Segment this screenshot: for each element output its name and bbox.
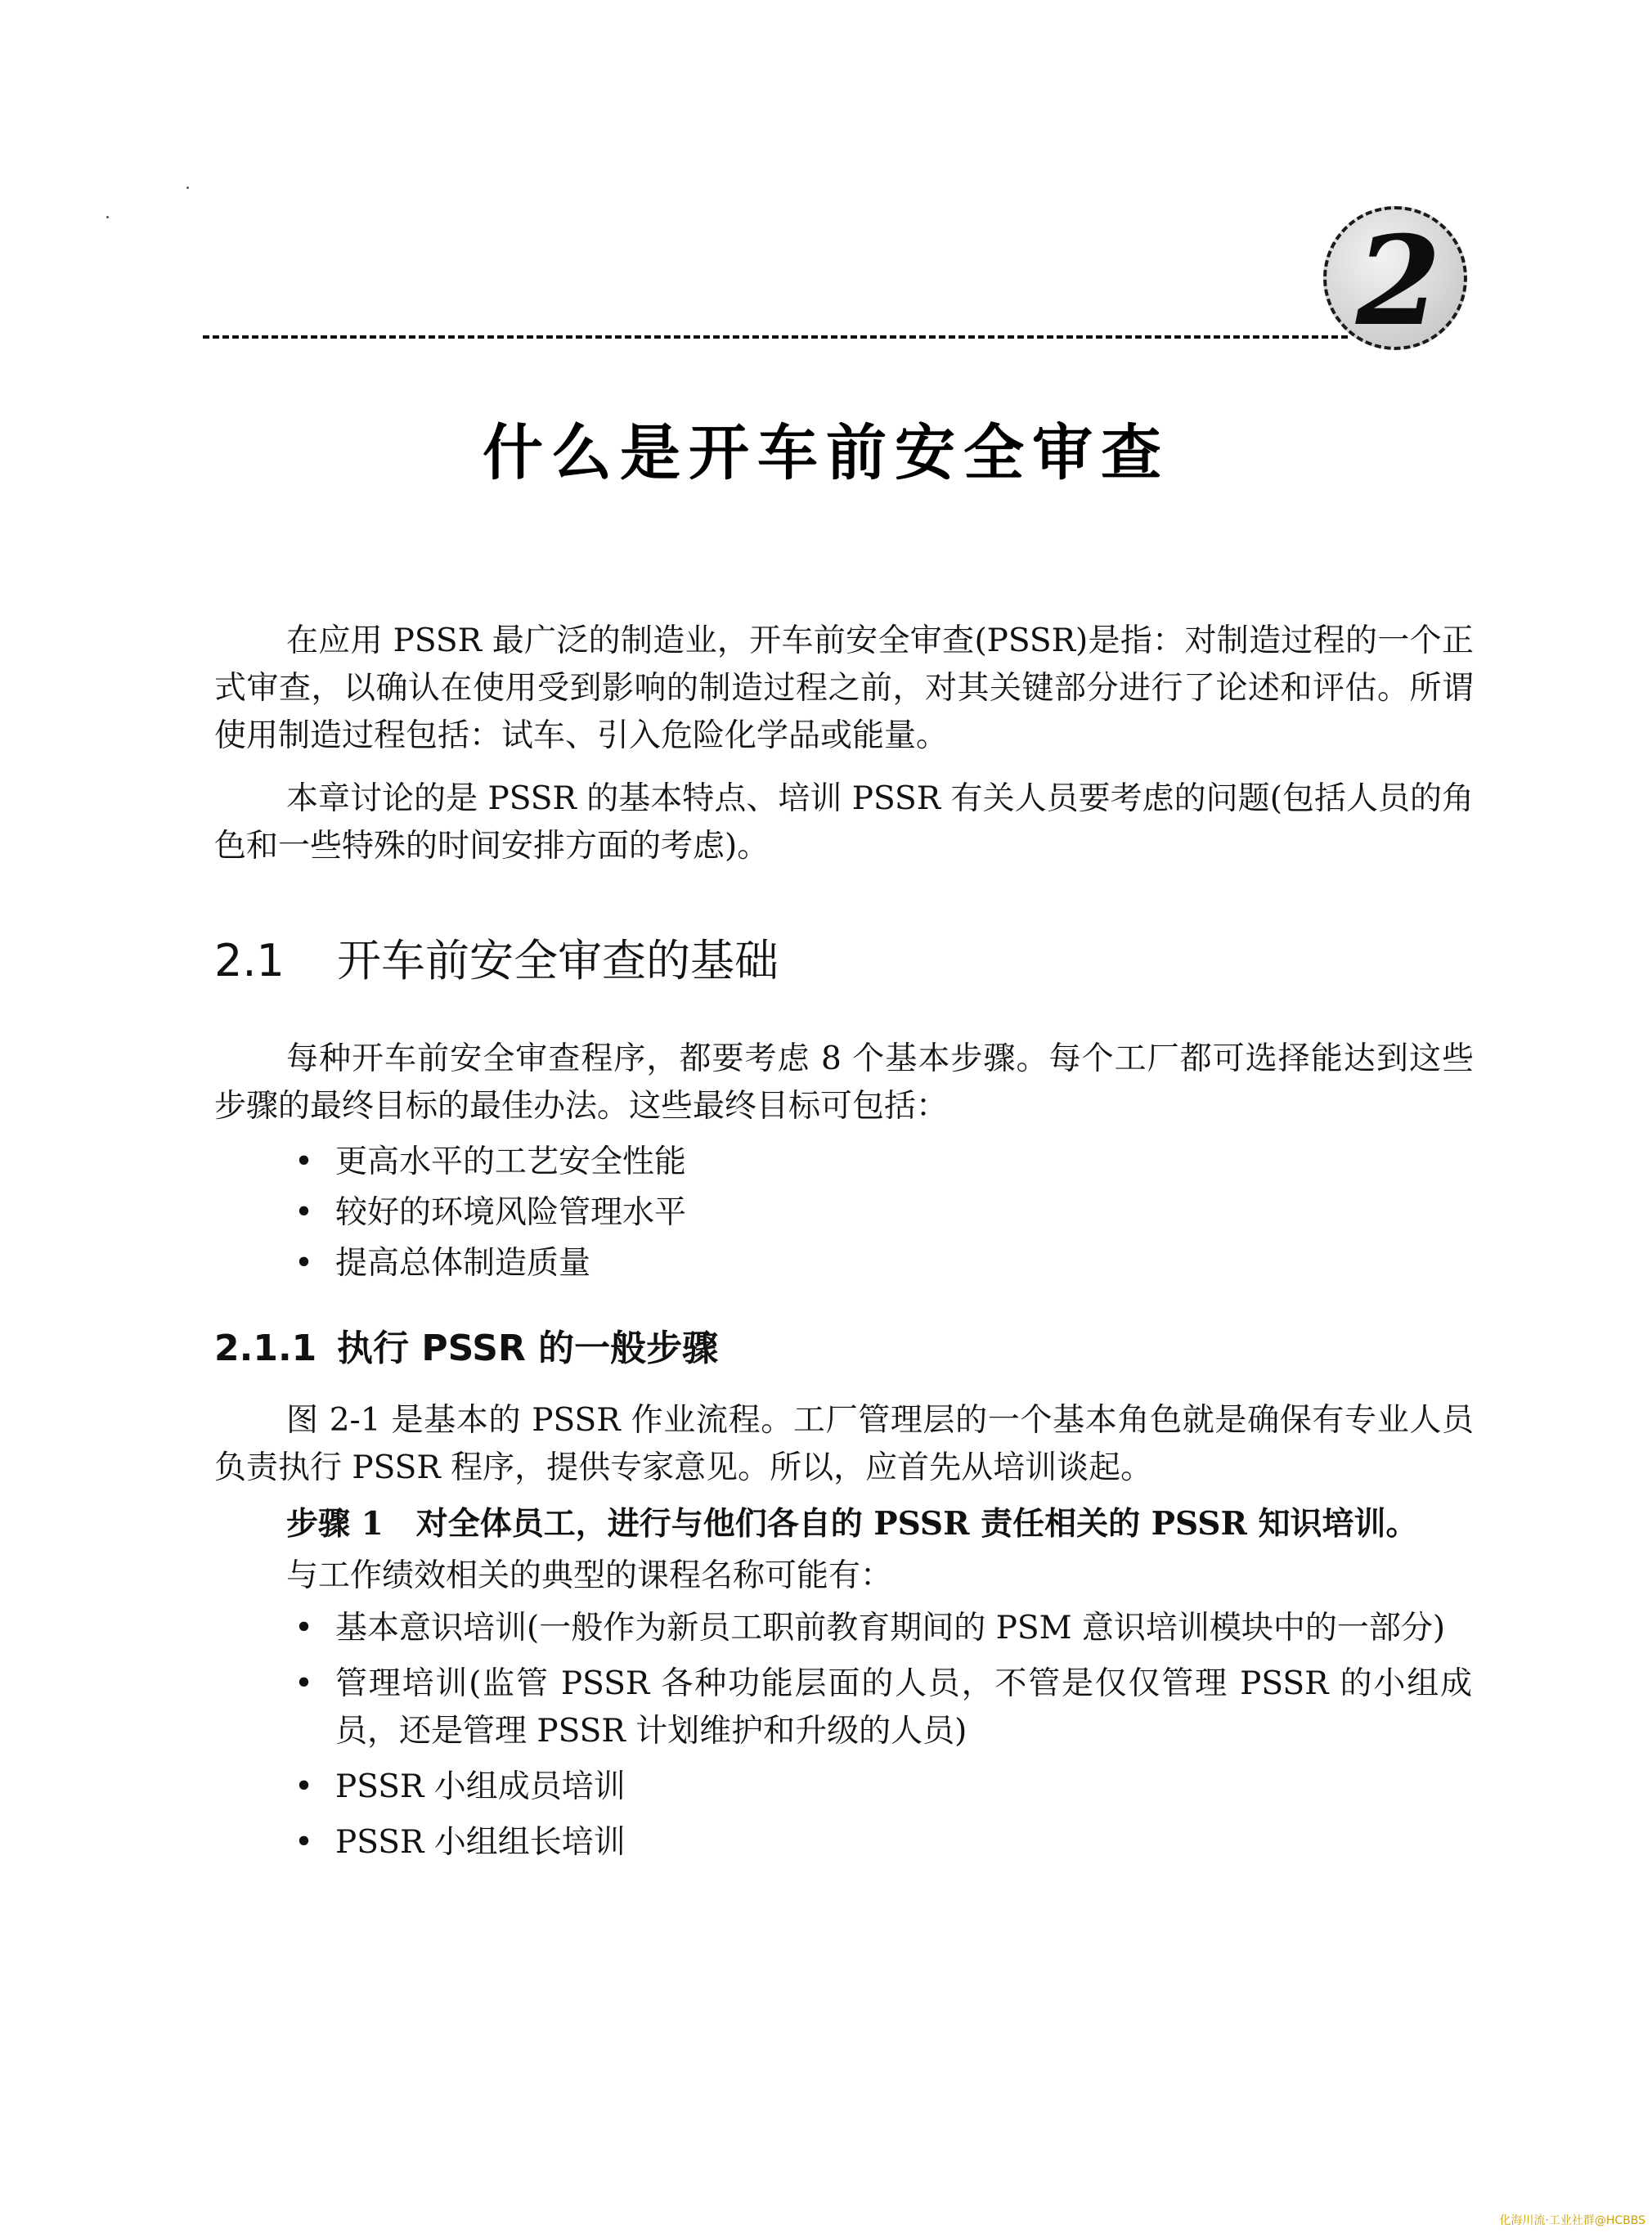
scan-speck <box>106 216 109 218</box>
section-number: 2.1.1 <box>214 1328 317 1369</box>
list-item: • 提高总体制造质量 <box>294 1245 591 1282</box>
courses-list <box>294 1605 1472 1875</box>
list-item: • 基本意识培训(一般作为新员工职前教育期间的 PSM 意识培训模块中的一部分) <box>294 1610 1446 1647</box>
section-heading-2-1 <box>214 926 779 989</box>
list-item: • 较好的环境风险管理水平 <box>294 1194 687 1231</box>
chapter-dashed-rule <box>203 335 1348 339</box>
scan-speck <box>186 186 189 189</box>
step-text: 对全体员工，进行与他们各自的 PSSR 责任相关的 PSSR 知识培训。 <box>415 1505 1418 1543</box>
list-item: • 管理培训(监管 PSSR 各种功能层面的人员，不管是仅仅管理 PSSR 的小组成员，还是管理 PSSR 计划维护和升级的人员) <box>294 1665 1472 1750</box>
section-2-1-paragraph: 每种开车前安全审查程序，都要考虑 8 个基本步骤。每个工厂都可选择能达到这些步骤的最终目标的最佳办法。这些最终目标可包括： <box>214 1040 1474 1125</box>
courses-lead: 与工作绩效相关的典型的课程名称可能有： <box>286 1557 893 1594</box>
watermark: 化海川流·工业社群@HCBBS <box>1499 2214 1645 2227</box>
step-label: 步骤 1 <box>286 1505 384 1543</box>
section-title: 执行 PSSR 的一般步骤 <box>337 1328 719 1369</box>
chapter-number-badge <box>1323 206 1467 353</box>
section-number: 2.1 <box>214 935 285 986</box>
section-title: 开车前安全审查的基础 <box>337 935 779 986</box>
list-item: • PSSR 小组组长培训 <box>294 1824 626 1861</box>
chapter-title: 什么是开车前安全审查 <box>483 417 1169 488</box>
list-item: • PSSR 小组成员培训 <box>294 1768 626 1805</box>
intro-paragraph-1: 在应用 PSSR 最广泛的制造业，开车前安全审查(PSSR)是指：对制造过程的一个正式审查，以确认在使用受到影响的制造过程之前，对其关键部分进行了论述和评估。所谓使用制造过程包括：试车、引入危险化学品或能量。 <box>214 622 1474 754</box>
step-1 <box>286 1500 1480 1548</box>
intro-paragraph-2: 本章讨论的是 PSSR 的基本特点、培训 PSSR 有关人员要考虑的问题(包括人员的角色和一些特殊的时间安排方面的考虑)。 <box>214 780 1474 865</box>
section-heading-2-1-1 <box>214 1319 718 1371</box>
chapter-number: 2 <box>1355 209 1442 353</box>
list-item: • 更高水平的工艺安全性能 <box>294 1143 687 1180</box>
goals-list <box>294 1139 1472 1291</box>
section-2-1-1-paragraph: 图 2-1 是基本的 PSSR 作业流程。工厂管理层的一个基本角色就是确保有专业人员负责执行 PSSR 程序，提供专家意见。所以，应首先从培训谈起。 <box>214 1402 1474 1486</box>
